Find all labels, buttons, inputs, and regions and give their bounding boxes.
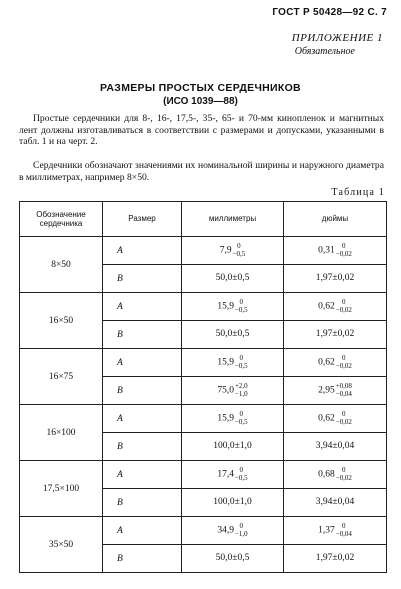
section-subtitle: (ИСО 1039—88) <box>163 96 238 107</box>
inch-tolerance-lower: −0,02 <box>335 473 352 482</box>
mm-tolerance-upper: 0 <box>239 410 244 418</box>
cell-mm <box>182 433 284 461</box>
mm-value: 100,0±1,0 <box>213 441 252 452</box>
cell-size: A <box>103 517 182 545</box>
inch-tolerance <box>336 467 352 482</box>
header-inch: дюймы <box>284 202 387 237</box>
cell-inch <box>284 545 387 573</box>
cell-designation: 17,5×100 <box>20 461 103 517</box>
inch-tolerance-upper: 0 <box>342 354 346 362</box>
cell-inch <box>284 237 387 265</box>
cell-mm <box>182 545 284 573</box>
inch-tolerance-lower: −0,04 <box>335 389 352 398</box>
cell-mm <box>182 237 284 265</box>
inch-value: 1,97±0,02 <box>315 329 355 340</box>
cell-designation: 16×100 <box>20 405 103 461</box>
header-designation-line2: сердечника <box>39 219 83 228</box>
cell-designation: 16×50 <box>20 293 103 349</box>
table-row <box>20 461 387 489</box>
cell-designation: 35×50 <box>20 517 103 573</box>
mm-value: 50,0±0,5 <box>215 553 250 564</box>
mm-tolerance <box>235 411 248 426</box>
mm-tolerance-upper: 0 <box>239 298 244 306</box>
mm-tolerance <box>235 355 248 370</box>
mm-tolerance-lower: −0,5 <box>234 473 248 482</box>
inch-tolerance-upper: 0 <box>342 522 346 530</box>
mm-tolerance <box>235 523 248 538</box>
cell-inch <box>284 433 387 461</box>
mm-tolerance <box>235 467 248 482</box>
header-designation-line1: Обозначение <box>36 209 86 219</box>
cell-inch <box>284 461 387 489</box>
table-body <box>20 237 387 573</box>
cell-mm <box>182 405 284 433</box>
header-mm: миллиметры <box>182 202 284 237</box>
cell-mm <box>182 517 284 545</box>
inch-value: 1,37 <box>318 525 335 536</box>
dimensions-table <box>19 201 387 573</box>
mm-value: 100,0±1,0 <box>213 497 252 508</box>
cell-size: A <box>103 237 182 265</box>
cell-size: B <box>103 545 182 573</box>
inch-tolerance-lower: −0,02 <box>335 417 352 426</box>
inch-value: 0,62 <box>318 357 335 368</box>
mm-tolerance <box>235 383 248 398</box>
inch-value: 0,62 <box>318 301 335 312</box>
cell-inch <box>284 293 387 321</box>
inch-tolerance <box>336 299 352 314</box>
mm-value: 50,0±0,5 <box>215 329 250 340</box>
inch-tolerance <box>336 523 352 538</box>
inch-value: 0,31 <box>318 245 335 256</box>
inch-tolerance-upper: 0 <box>342 298 346 306</box>
cell-size: B <box>103 433 182 461</box>
inch-value: 3,94±0,04 <box>315 497 355 508</box>
inch-value: 0,68 <box>318 469 335 480</box>
cell-size: A <box>103 405 182 433</box>
cell-size: B <box>103 265 182 293</box>
cell-size: B <box>103 377 182 405</box>
cell-mm <box>182 265 284 293</box>
cell-inch <box>284 517 387 545</box>
page-header: ГОСТ Р 50428—92 С. 7 <box>272 7 387 18</box>
obligatory-label: Обязательное <box>294 46 355 57</box>
table-row <box>20 517 387 545</box>
mm-tolerance-upper: +2,0 <box>234 382 248 390</box>
inch-value: 2,95 <box>318 385 335 396</box>
cell-inch <box>284 489 387 517</box>
mm-tolerance-upper: 0 <box>239 354 244 362</box>
paragraph-1: Простые сердечники для 8-, 16-, 17,5-, 35-, 65- и 70-мм кинопленок и магнитных лент должны изготавливаться в соответствии с размерами и допусками, указанными в табл. 1 и на черт. 2. <box>19 113 384 148</box>
mm-tolerance-upper: 0 <box>239 522 244 530</box>
inch-value: 1,97±0,02 <box>315 273 355 284</box>
mm-value: 7,9 <box>219 245 232 256</box>
mm-tolerance-lower: −0,5 <box>234 305 248 314</box>
appendix-label: ПРИЛОЖЕНИЕ 1 <box>291 32 383 44</box>
cell-size: A <box>103 461 182 489</box>
cell-mm <box>182 461 284 489</box>
cell-size: A <box>103 293 182 321</box>
mm-tolerance-lower: −1,0 <box>234 529 248 538</box>
inch-value: 3,94±0,04 <box>315 441 355 452</box>
cell-inch <box>284 349 387 377</box>
paragraph-2: Сердечники обозначают значениями их номинальной ширины и наружного диаметра в миллиметрах, например 8×50. <box>19 160 384 183</box>
inch-tolerance-upper: 0 <box>342 242 346 250</box>
mm-tolerance-upper: 0 <box>237 242 241 250</box>
cell-inch <box>284 377 387 405</box>
inch-tolerance <box>336 243 352 258</box>
inch-tolerance <box>336 383 352 398</box>
cell-designation: 16×75 <box>20 349 103 405</box>
cell-designation: 8×50 <box>20 237 103 293</box>
inch-tolerance-lower: −0,02 <box>335 361 352 370</box>
mm-value: 34,9 <box>217 525 234 536</box>
cell-inch <box>284 265 387 293</box>
mm-value: 17,4 <box>217 469 234 480</box>
cell-size: A <box>103 349 182 377</box>
mm-tolerance-lower: −1,0 <box>234 389 248 398</box>
inch-value: 0,62 <box>318 413 335 424</box>
cell-mm <box>182 349 284 377</box>
section-title: РАЗМЕРЫ ПРОСТЫХ СЕРДЕЧНИКОВ <box>100 82 301 94</box>
table-row <box>20 237 387 265</box>
cell-inch <box>284 405 387 433</box>
mm-tolerance-lower: −0,5 <box>234 361 248 370</box>
mm-tolerance-lower: −0,5 <box>234 417 248 426</box>
table-caption: Таблица 1 <box>331 187 385 198</box>
mm-value: 75,0 <box>217 385 234 396</box>
mm-value: 15,9 <box>217 301 234 312</box>
inch-tolerance <box>336 411 352 426</box>
cell-size: B <box>103 489 182 517</box>
inch-tolerance-upper: 0 <box>342 466 346 474</box>
mm-tolerance <box>233 243 246 258</box>
table-header-row <box>20 202 387 237</box>
cell-size: B <box>103 321 182 349</box>
cell-mm <box>182 293 284 321</box>
table-row <box>20 405 387 433</box>
inch-tolerance-upper: 0 <box>342 410 346 418</box>
mm-tolerance-lower: −0,5 <box>232 249 246 258</box>
header-size: Размер <box>103 202 182 237</box>
mm-value: 15,9 <box>217 357 234 368</box>
cell-mm <box>182 321 284 349</box>
header-designation <box>20 202 103 237</box>
cell-inch <box>284 321 387 349</box>
mm-tolerance <box>235 299 248 314</box>
inch-tolerance-lower: −0,02 <box>335 305 352 314</box>
table-row <box>20 349 387 377</box>
inch-tolerance-upper: +0,08 <box>335 382 352 390</box>
mm-tolerance-upper: 0 <box>239 466 244 474</box>
inch-tolerance <box>336 355 352 370</box>
inch-value: 1,97±0,02 <box>315 553 355 564</box>
cell-mm <box>182 489 284 517</box>
mm-value: 50,0±0,5 <box>215 273 250 284</box>
inch-tolerance-lower: −0,04 <box>335 529 352 538</box>
table-row <box>20 293 387 321</box>
cell-mm <box>182 377 284 405</box>
inch-tolerance-lower: −0,02 <box>335 249 352 258</box>
mm-value: 15,9 <box>217 413 234 424</box>
